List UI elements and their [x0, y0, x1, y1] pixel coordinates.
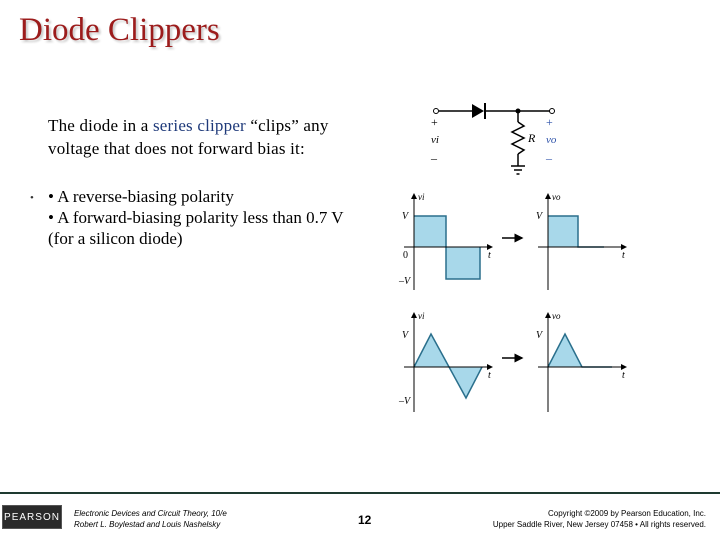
resistor-symbol	[512, 122, 524, 154]
bullet-item-reverse: • A reverse-biasing polarity	[48, 187, 234, 206]
output-terminal-top	[550, 109, 555, 114]
svg-text:t: t	[622, 250, 625, 261]
svg-text:V: V	[402, 211, 409, 222]
publisher-logo: PEARSON	[2, 505, 62, 529]
input-minus-label: –	[431, 151, 437, 165]
resistor-r-label: R	[528, 131, 536, 145]
intro-text-before: The diode in a	[48, 116, 153, 135]
bullet-item-forward: • A forward-biasing polarity less than 0.7 V (for a silicon diode)	[48, 208, 348, 248]
slide-title: Diode Clippers	[19, 12, 220, 48]
svg-text:–V: –V	[399, 396, 411, 407]
ground-icon	[511, 166, 525, 174]
triangle-wave-output-graph	[536, 311, 626, 412]
input-terminal-top	[434, 109, 439, 114]
triangle-wave-input-graph	[398, 311, 492, 412]
svg-text:vi: vi	[418, 311, 425, 321]
input-vi-label: vi	[431, 134, 439, 146]
diode-symbol	[472, 103, 485, 119]
bullet-marker: •	[30, 192, 34, 204]
svg-text:V: V	[536, 330, 543, 341]
svg-text:vo: vo	[552, 311, 561, 321]
svg-text:0: 0	[403, 250, 408, 261]
svg-text:t: t	[622, 370, 625, 381]
output-vo-label: vo	[546, 134, 557, 146]
footer-divider	[0, 492, 720, 494]
series-clipper-circuit	[430, 103, 557, 174]
intro-text-after: “clips” any voltage that does not forward bias it:	[48, 116, 329, 158]
svg-text:–V: –V	[399, 276, 411, 287]
svg-text:t: t	[488, 370, 491, 381]
copyright-notice: Copyright ©2009 by Pearson Education, Inc. Upper Saddle River, New Jersey 07458 • All rights reserved.	[492, 509, 706, 529]
svg-text:V: V	[536, 211, 543, 222]
svg-text:V: V	[402, 330, 409, 341]
output-plus-label: +	[546, 115, 553, 129]
svg-text:vo: vo	[552, 192, 561, 202]
svg-text:vi: vi	[418, 192, 425, 202]
square-wave-output-graph	[536, 192, 626, 290]
input-plus-label: +	[431, 115, 438, 129]
book-citation: Electronic Devices and Circuit Theory, 10/e Robert L. Boylestad and Louis Nashelsky	[74, 509, 227, 529]
svg-text:t: t	[488, 250, 491, 261]
intro-highlight-term: series clipper	[152, 116, 246, 135]
output-minus-label: –	[546, 151, 552, 165]
square-wave-input-graph	[398, 192, 492, 290]
page-number: 12	[358, 513, 372, 527]
